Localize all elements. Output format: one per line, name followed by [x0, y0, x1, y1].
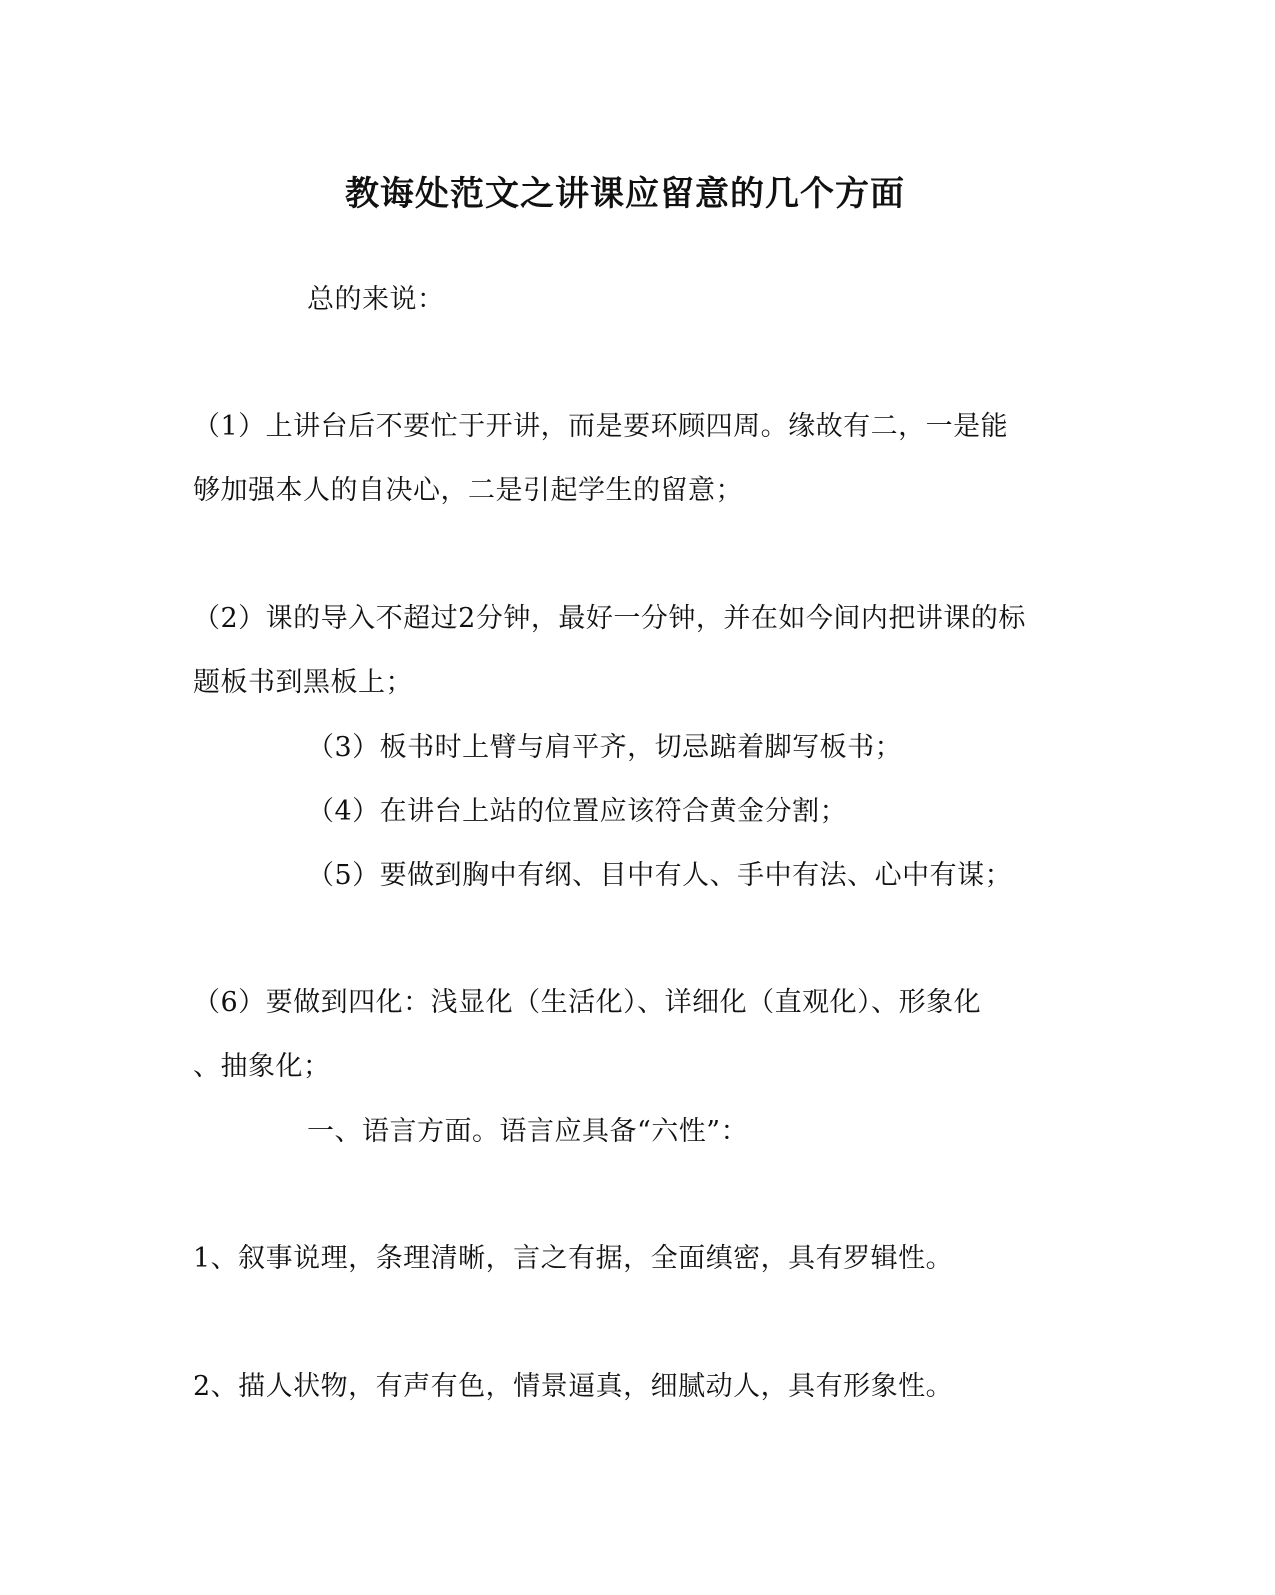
- item-4: （4）在讲台上站的位置应该符合黄金分割；: [307, 796, 848, 827]
- item-2-line-1: （2）课的导入不超过2分钟，最好一分钟，并在如今间内把讲课的标: [193, 603, 1026, 634]
- item-1-line-2: 够加强本人的自决心，二是引起学生的留意；: [193, 475, 743, 506]
- point-2: 2、描人状物，有声有色，情景逼真，细腻动人，具有形象性。: [193, 1371, 954, 1402]
- item-6-line-2: 、抽象化；: [193, 1051, 331, 1082]
- intro-text: 总的来说：: [307, 284, 445, 315]
- section-1-heading: 一、语言方面。语言应具备“六性”：: [307, 1116, 749, 1147]
- item-5: （5）要做到胸中有纲、目中有人、手中有法、心中有谋；: [307, 860, 1013, 891]
- item-3: （3）板书时上臂与肩平齐，切忌踮着脚写板书；: [307, 732, 903, 763]
- document-title: 教诲处范文之讲课应留意的几个方面: [345, 174, 905, 214]
- item-1-line-1: （1）上讲台后不要忙于开讲，而是要环顾四周。缘故有二，一是能: [193, 411, 1009, 442]
- point-1: 1、叙事说理，条理清晰，言之有据，全面缜密，具有罗辑性。: [193, 1243, 954, 1274]
- item-2-line-2: 题板书到黑板上；: [193, 667, 413, 698]
- item-6-line-1: （6）要做到四化：浅显化（生活化）、详细化（直观化）、形象化: [193, 987, 982, 1018]
